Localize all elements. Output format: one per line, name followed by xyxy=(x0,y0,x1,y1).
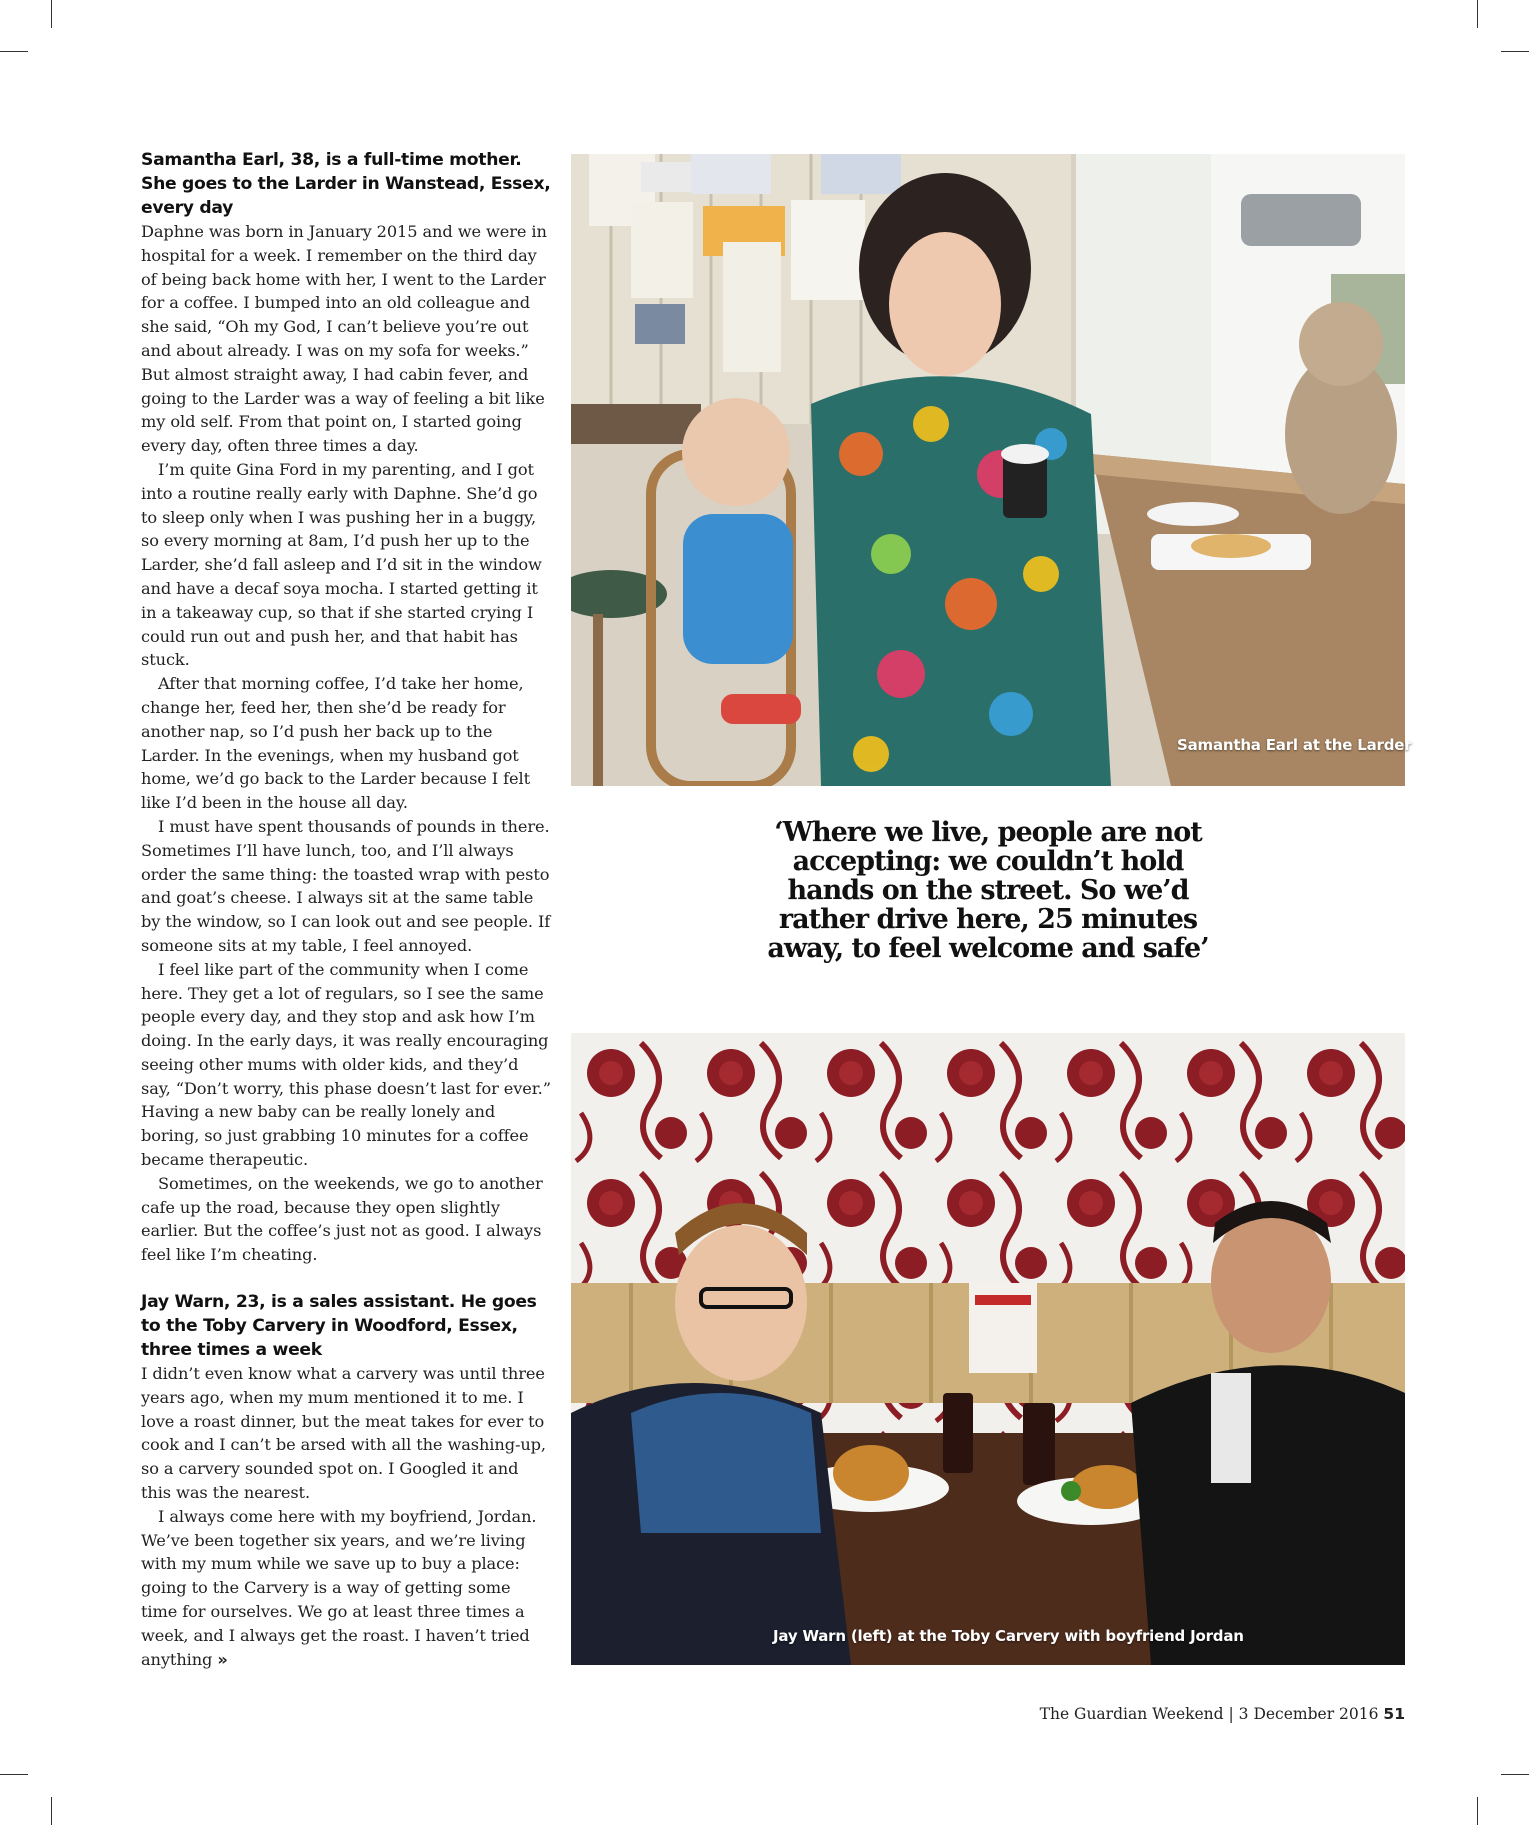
photo-caption-samantha: Samantha Earl at the Larder xyxy=(1177,736,1412,754)
paragraph: Daphne was born in January 2015 and we were in hospital for a week. I remember on the third day of being back home with her, I went to the Larder for a coffee. I bumped into an old colleague and she said, “Oh my God, I can’t believe you’re out and about already. I was on my sofa for weeks.” But almost straight away, I had cabin fever, and going to the Larder was a way of feeling a bit like my old self. From that point on, I started going every day, often three times a day. xyxy=(141,222,547,456)
crop-mark xyxy=(1501,1774,1529,1775)
paragraph: I must have spent thousands of pounds in there. Sometimes I’ll have lunch, too, and I’ll always order the same thing: the toasted wrap with pesto and goat’s cheese. I always sit at the same table by the window, so I can look out and see people. If someone sits at my table, I feel annoyed. xyxy=(141,816,551,955)
paragraph xyxy=(141,1505,551,1672)
page-number: 51 xyxy=(1383,1705,1405,1723)
crop-mark xyxy=(51,0,52,28)
page-footer xyxy=(1040,1705,1405,1723)
crop-mark xyxy=(0,1774,28,1775)
crop-mark xyxy=(0,51,28,52)
paragraph: I’m quite Gina Ford in my parenting, and I got into a routine really early with Daphne. She’d go to sleep only when I was pushing her in a buggy, so every morning at 8am, I’d push her up to the Larder, she’d fall asleep and I’d sit in the window and have a decaf soya mocha. I started getting it in a takeaway cup, so that if she started crying I could run out and push her, and that habit has stuck. xyxy=(141,459,542,670)
paragraph-text: I always come here with my boyfriend, Jordan. We’ve been together six years, and we’re living with my mum while we save up to buy a place: going to the Carvery is a way of getting some time for ourselves. We go at least three times a week, and I always get the roast. I haven’t tried anything xyxy=(141,1506,537,1669)
continued-arrow-icon: » xyxy=(217,1649,228,1669)
paragraph: I feel like part of the community when I come here. They get a lot of regulars, so I see the same people every day, and they stop and ask how I’m doing. In the early days, it was really encouraging seeing other mums with older kids, and they’d say, “Don’t worry, this phase doesn’t last for ever.” Having a new baby can be really lonely and boring, so just grabbing 10 minutes for a coffee became therapeutic. xyxy=(141,959,551,1170)
article-column xyxy=(141,148,551,1671)
publication-date: The Guardian Weekend | 3 December 2016 xyxy=(1039,1705,1379,1723)
crop-mark xyxy=(51,1797,52,1825)
photo-caption-jay: Jay Warn (left) at the Toby Carvery with boyfriend Jordan xyxy=(773,1627,1244,1645)
paragraph: Sometimes, on the weekends, we go to another cafe up the road, because they open slightly earlier. But the coffee’s just not as good. I always feel like I’m cheating. xyxy=(141,1173,543,1265)
pull-quote: ‘Where we live, people are not accepting: we couldn’t hold hands on the street. So we’d rather drive here, 25 minutes away, to feel welcome and safe’ xyxy=(767,817,1209,964)
photo-jay-carvery xyxy=(571,1033,1405,1665)
crop-mark xyxy=(1501,51,1529,52)
section-heading-samantha: Samantha Earl, 38, is a full-time mother. She goes to the Larder in Wanstead, Essex, every day xyxy=(141,150,551,218)
crop-mark xyxy=(1477,0,1478,28)
section-heading-jay: Jay Warn, 23, is a sales assistant. He goes to the Toby Carvery in Woodford, Essex, three times a week xyxy=(141,1292,537,1361)
crop-mark xyxy=(1477,1797,1478,1825)
photo-samantha-larder xyxy=(571,154,1405,786)
paragraph: After that morning coffee, I’d take her home, change her, feed her, then she’d be ready for another nap, so I’d push her back up to the Larder. In the evenings, when my husband got home, we’d go back to the Larder because I felt like I’d been in the house all day. xyxy=(141,674,530,813)
paragraph: I didn’t even know what a carvery was until three years ago, when my mum mentioned it to me. I love a roast dinner, but the meat takes for ever to cook and I can’t be arsed with all the washing-up, so a carvery sounded spot on. I Googled it and this was the nearest. xyxy=(141,1364,546,1503)
